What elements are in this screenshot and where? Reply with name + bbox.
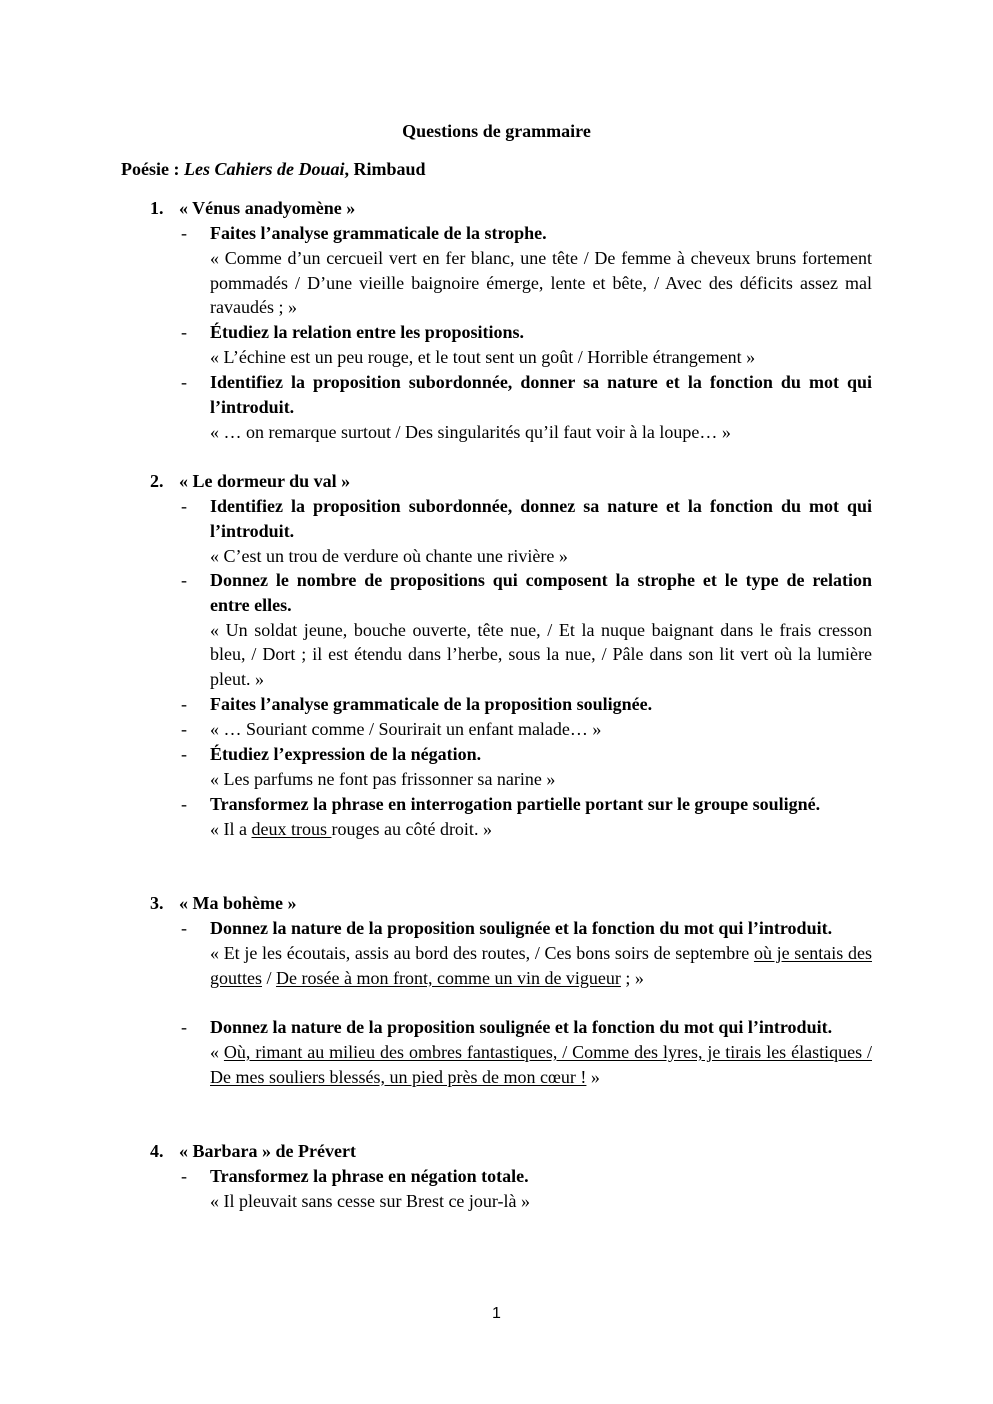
quote-part: / <box>262 967 277 988</box>
section-heading-3 <box>150 891 296 916</box>
bullet-dash: - <box>181 794 187 814</box>
list-item <box>181 221 872 320</box>
question-text: Transformez la phrase en négation totale. <box>210 1166 529 1186</box>
quote-text <box>210 941 872 991</box>
section-title: « Vénus anadyomène » <box>179 198 356 218</box>
section-title: « Barbara » de Prévert <box>179 1141 356 1161</box>
subtitle-author: , Rimbaud <box>344 159 426 179</box>
quote-text: « L’échine est un peu rouge, et le tout sent un goût / Horrible étrangement » <box>210 346 756 367</box>
question-text: Faites l’analyse grammaticale de la strophe. <box>210 223 547 243</box>
list-item <box>181 742 872 792</box>
quote-text: « … on remarque surtout / Des singularités qu’il faut voir à la loupe… » <box>210 421 731 442</box>
list-item <box>181 568 872 692</box>
question-text: Donnez le nombre de propositions qui composent la strophe et le type de relation entre elles. <box>210 570 872 615</box>
list-item <box>181 916 872 990</box>
list-item <box>181 320 872 370</box>
page-title: Questions de grammaire <box>402 121 591 141</box>
section-heading-2 <box>150 469 350 494</box>
section-title: « Ma bohème » <box>179 893 297 913</box>
quote-part: ; » <box>620 967 644 988</box>
question-text: Étudiez l’expression de la négation. <box>210 744 482 764</box>
bullet-dash: - <box>181 570 187 590</box>
quote-part: « <box>210 1041 224 1062</box>
quote-text: « C’est un trou de verdure où chante une rivière » <box>210 545 568 566</box>
quote-text: « Comme d’un cercueil vert en fer blanc, une tête / De femme à cheveux bruns fortement pommadés / D’une vieille baignoire émerge, lente et bête, / Avec des déficits assez mal ravaudés ; » <box>210 247 872 318</box>
bullet-dash: - <box>181 372 187 392</box>
page-number: 1 <box>492 1305 501 1322</box>
section-title: « Le dormeur du val » <box>179 471 351 491</box>
quote-text: « … Souriant comme / Sourirait un enfant malade… » <box>210 719 602 739</box>
underlined-proposition: De rosée à mon front, comme un vin de vigueur <box>276 967 621 988</box>
bullet-dash: - <box>181 322 187 342</box>
quote-text: « Un soldat jeune, bouche ouverte, tête nue, / Et la nuque baignant dans le frais cresson bleu, / Dort ; il est étendu dans l’herbe, sous la nue, / Pâle dans son lit vert où la lumière pleut. » <box>210 619 872 690</box>
bullet-dash: - <box>181 496 187 516</box>
quote-part: « Et je les écoutais, assis au bord des routes, / Ces bons soirs de septembre <box>210 942 754 963</box>
underlined-group: deux trous <box>251 818 332 839</box>
section-heading-4 <box>150 1139 356 1164</box>
section-heading-1 <box>150 196 355 221</box>
bullet-dash: - <box>181 1166 187 1186</box>
list-item <box>181 1015 872 1089</box>
question-text: Donnez la nature de la proposition soulignée et la fonction du mot qui l’introduit. <box>210 1017 833 1037</box>
document-subtitle <box>121 157 426 182</box>
question-text: Faites l’analyse grammaticale de la proposition soulignée. <box>210 694 653 714</box>
bullet-dash: - <box>181 223 187 243</box>
subtitle-work-title: Les Cahiers de Douai <box>183 159 345 179</box>
question-text: Identifiez la proposition subordonnée, donner sa nature et la fonction du mot qui l’introduit. <box>210 372 872 417</box>
bullet-dash: - <box>181 694 187 714</box>
question-text: Identifiez la proposition subordonnée, donnez sa nature et la fonction du mot qui l’introduit. <box>210 496 872 541</box>
list-item <box>181 692 872 717</box>
bullet-dash: - <box>181 918 187 938</box>
bullet-dash: - <box>181 1017 187 1037</box>
subtitle-prefix: Poésie : <box>121 159 184 179</box>
quote-text <box>210 817 872 842</box>
question-text: Transformez la phrase en interrogation partielle portant sur le groupe souligné. <box>210 794 821 814</box>
underlined-proposition: où je sentais des gouttes <box>210 942 872 988</box>
quote-part: » <box>586 1066 600 1087</box>
section-number: 4. <box>150 1141 164 1161</box>
list-item <box>181 717 872 742</box>
section-number: 2. <box>150 471 164 491</box>
section-number: 3. <box>150 893 164 913</box>
list-item <box>181 494 872 568</box>
section-number: 1. <box>150 198 164 218</box>
list-item <box>181 792 872 842</box>
question-text: Donnez la nature de la proposition soulignée et la fonction du mot qui l’introduit. <box>210 918 833 938</box>
quote-part: rouges au côté droit. » <box>331 818 492 839</box>
quote-text <box>210 1040 872 1090</box>
quote-text: « Il pleuvait sans cesse sur Brest ce jour-là » <box>210 1190 531 1211</box>
underlined-proposition: Où, rimant au milieu des ombres fantastiques, / Comme des lyres, je tirais les élastiques / De mes souliers blessés, un pied près de mon cœur ! <box>210 1041 872 1087</box>
quote-text: « Les parfums ne font pas frissonner sa narine » <box>210 768 556 789</box>
question-text: Étudiez la relation entre les propositions. <box>210 322 525 342</box>
list-item <box>181 370 872 444</box>
list-item <box>181 1164 872 1214</box>
bullet-dash: - <box>181 744 187 764</box>
quote-part: « Il a <box>210 818 252 839</box>
bullet-dash: - <box>181 719 187 739</box>
